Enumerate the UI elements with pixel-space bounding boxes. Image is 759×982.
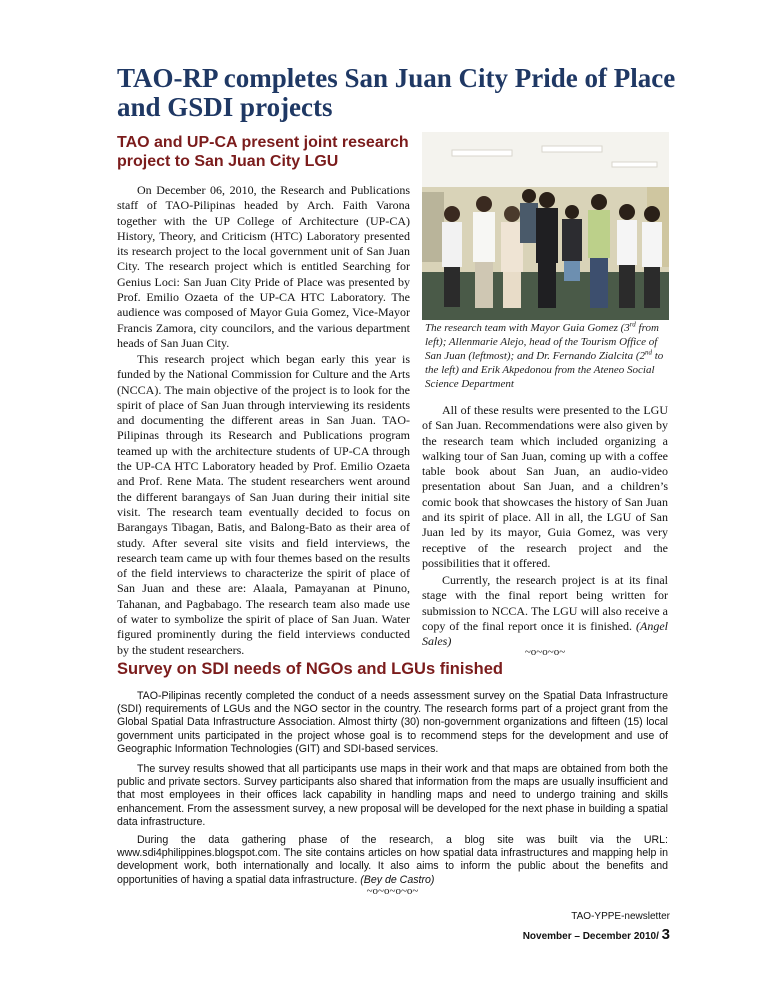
caption-text: The research team with Mayor Guia Gomez (3	[425, 322, 630, 334]
paragraph: All of these results were presented to the LGU of San Juan. Recommendations were also given by the research team which included organizing a walking tour of San Juan, coming up with a coffee table book about San Juan, an audio-video presentation about San Juan, and a children’s comic book that showcases the history of San Juan and its spirit of place. All in all, the LGU of San Juan led by its mayor, Guia Gomez, was very receptive of the research project and the possibilities that it offered.	[422, 403, 668, 570]
author-signoff: (Angel Sales)	[422, 618, 669, 649]
photo-caption	[425, 321, 668, 391]
paragraph: The survey results showed that all participants use maps in their work and that maps are obtained from both the public and private sectors. Survey participants also shared that information from the maps are usually insufficient and that most employees in their offices lack capability in handling maps and need to undergo training and skills enhancement. From the assessment survey, a new proposal will be developed for the next phase in building a spatial data infrastructure.	[117, 763, 668, 828]
photo-illustration	[422, 132, 669, 320]
issue-date: November – December 2010/	[522, 931, 659, 942]
section-heading-tao-upca: TAO and UP-CA present joint research project to San Juan City LGU	[117, 134, 409, 170]
paragraph: TAO-Pilipinas recently completed the conduct of a needs assessment survey on the Spatial Data Infrastructure (SDI) requirements of LGUs and the NGO sector in the country. The research forms part of a project grant from the Global Spatial Data Infrastructure Association. Almost thirty (30) non-government organizations and fifteen (15) local government units participated in the project whose goal is to recommend steps for the development and use of Geographic Information Technologies (GIT) and SDI-based services.	[117, 690, 668, 755]
page-title: TAO-RP completes San Juan City Pride of Place and GSDI projects	[117, 63, 676, 122]
newsletter-name: TAO-YPPE-newsletter	[571, 911, 670, 922]
section-divider: ~o~o~o~o~	[366, 885, 419, 897]
author-signoff: (Bey de Castro)	[360, 873, 435, 886]
section-divider: ~o~o~o~	[524, 646, 566, 658]
section-heading-sdi-survey: Survey on SDI needs of NGOs and LGUs finished	[117, 660, 503, 678]
caption-text: to the left) and Erik Akpedonou from the Ateneo Social Science Department	[425, 350, 664, 390]
paragraph: This research project which began early this year is funded by the National Commission for Culture and the Arts (NCCA). The main objective of the project is to look for the spirit of place of San Juan through interviewing its residents and documenting the different areas in San Juan. TAO-Pilipinas through its Research and Publications program teamed up with the architecture students of UP-CA through the UP-CA HTC Laboratory headed by Prof. Emilio Ozaeta and Prof. Rene Mata. The student researchers went around the different barangays of San Juan during their initial site visit. The research team eventually decided to focus on Barangays Tibagan, Batis, and Balong-Bato as their area of study. After several site visits and field interviews, the research team came up with four themes based on the results of the field interviews to characterize the spirit of place of San Juan and these are: Alaala, Pamayanan at Pinuno, Tahanan, and Pagbabago. The research team also made use of water to symbolize the spirit of place of San Juan. Water figured prominently during the field interviews conducted by the student researchers.	[117, 352, 410, 657]
page-number: 3	[661, 926, 670, 943]
research-team-photo	[422, 132, 669, 320]
caption-superscript: rd	[629, 320, 636, 329]
paragraph-text: Currently, the research project is at its final stage with the final report being written for submission to NCCA. The LGU will also receive a copy of the final report once it is finished.	[422, 573, 668, 633]
paragraph-text: During the data gathering phase of the research, a blog site was built via the URL: www.sdi4philippines.blogspot.com. The site contains articles on how spatial data infrastructures and mapping help in development work, both internationally and locally. It also aims to inform the public about the benefits and opportunities of having a spatial data infrastructure.	[117, 834, 668, 886]
issue-footer	[440, 926, 670, 943]
caption-text: from left); Allenmarie Alejo, head of the Tourism Office of San Juan (leftmost); and Dr. Fernando Zialcita (2	[425, 322, 659, 362]
paragraph	[117, 834, 668, 887]
paragraph: On December 06, 2010, the Research and Publications staff of TAO-Pilipinas headed by Arch. Faith Varona together with the UP College of Architecture (UP-CA) History, Theory, and Criticism (HTC) Laboratory presented its research project to the local government unit of San Juan City. The research project which is entitled Searching for Genius Loci: San Juan City Pride of Place was presented by Prof. Emilio Ozaeta of the UP-CA HTC Laboratory. The audience was composed of Mayor Guia Gomez, Vice-Mayor Francis Zamora, city councilors, and the various department heads of San Juan City.	[117, 183, 410, 350]
paragraph	[422, 573, 668, 649]
caption-superscript: nd	[644, 348, 652, 357]
